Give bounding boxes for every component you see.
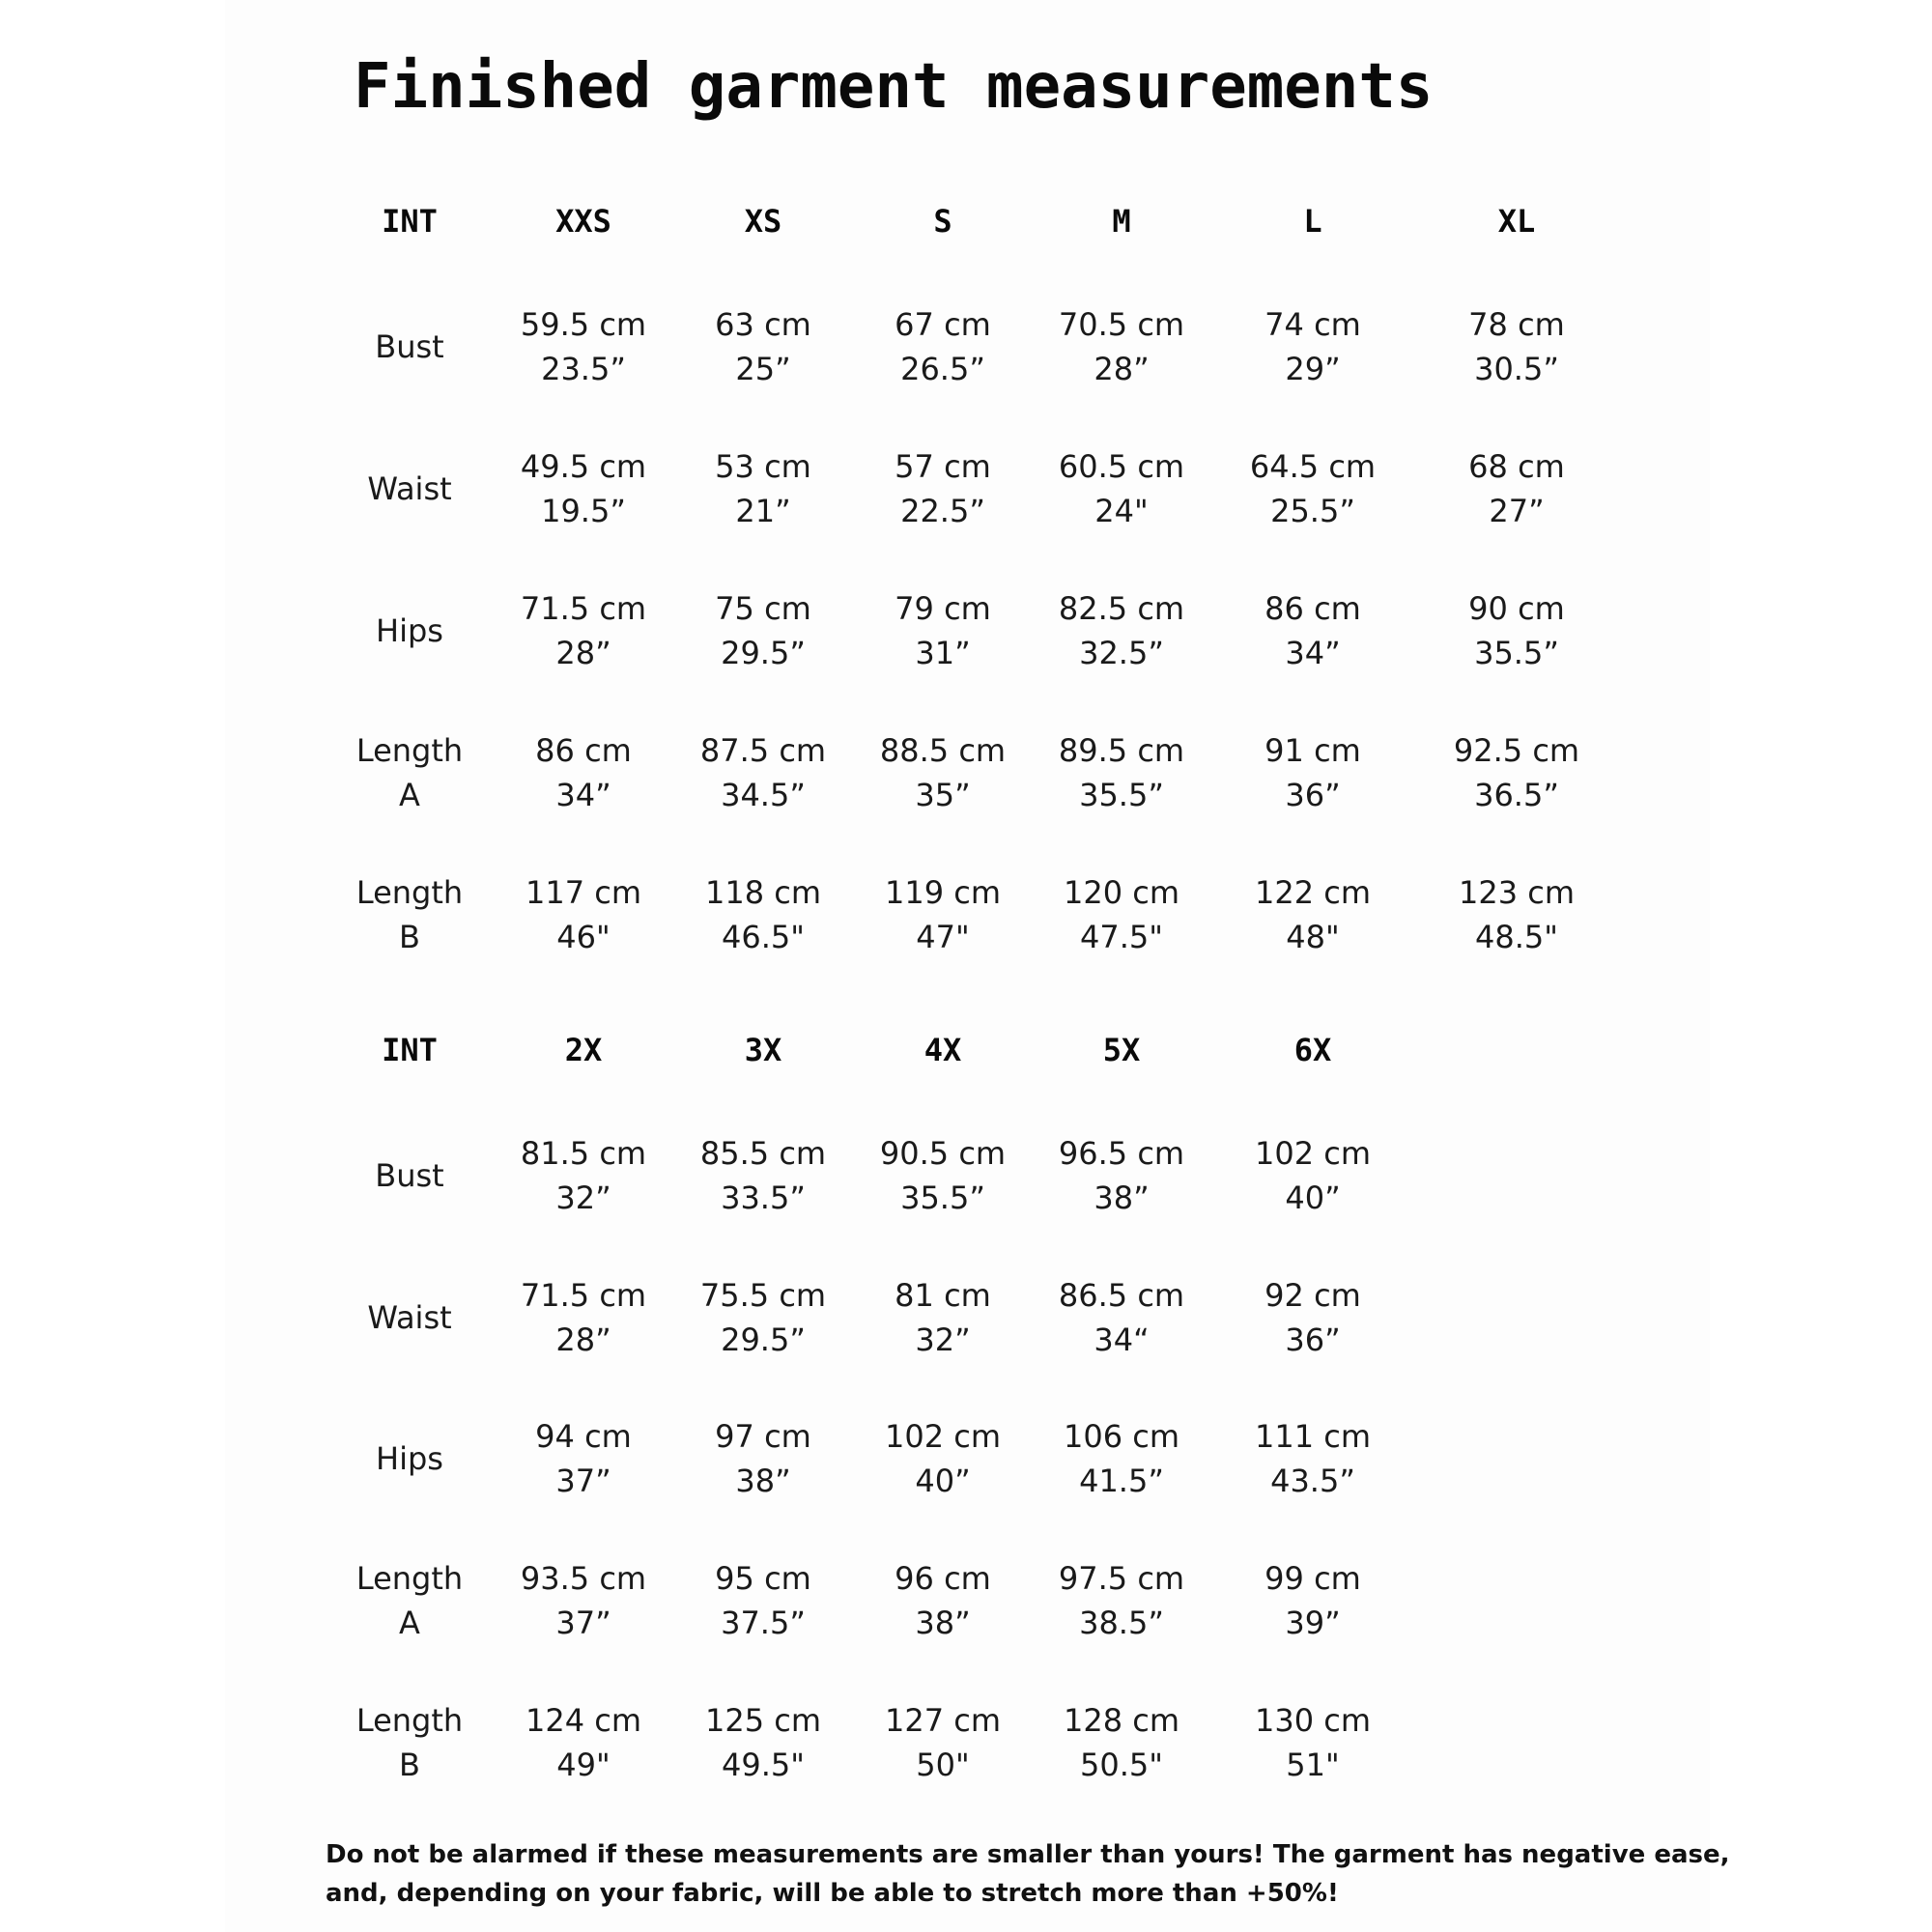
measurement-value-line-2: 25” xyxy=(735,351,791,387)
row-label-line-1: Length xyxy=(355,874,464,911)
measurement-value-line-1: 64.5 cm xyxy=(1249,448,1377,485)
table-header-size: 4X xyxy=(923,1032,962,1068)
row-label xyxy=(318,467,501,511)
measurement-value-line-1: 82.5 cm xyxy=(1058,590,1185,627)
ease-note-line-2: and, depending on your fabric, will be able to stretch more than +50%! xyxy=(326,1879,1339,1908)
measurement-value-line-2: 27” xyxy=(1489,493,1545,529)
measurement-cell xyxy=(671,870,855,959)
measurement-value-line-1: 96.5 cm xyxy=(1058,1135,1185,1172)
measurement-cell xyxy=(671,1131,855,1220)
measurement-value-line-1: 99 cm xyxy=(1264,1560,1361,1597)
measurement-cell xyxy=(1221,728,1405,817)
measurement-value-line-2: 34“ xyxy=(1094,1321,1150,1358)
measurement-cell xyxy=(1030,302,1213,391)
row-label xyxy=(318,325,501,369)
table-header-size: 5X xyxy=(1102,1032,1141,1068)
measurement-value-line-1: 67 cm xyxy=(895,306,991,343)
measurement-cell xyxy=(492,1698,675,1787)
measurement-value-line-1: 111 cm xyxy=(1254,1418,1371,1455)
measurement-value-line-1: 117 cm xyxy=(525,874,641,911)
measurement-value-line-2: 35.5” xyxy=(1474,635,1559,671)
row-label xyxy=(318,1153,501,1198)
row-label xyxy=(318,1295,501,1340)
measurement-value-line-1: 106 cm xyxy=(1063,1418,1179,1455)
measurement-cell xyxy=(1221,1414,1405,1503)
measurement-cell xyxy=(671,1698,855,1787)
measurement-value-line-1: 75.5 cm xyxy=(699,1277,827,1314)
measurement-value-line-2: 50" xyxy=(916,1747,970,1783)
row-label xyxy=(318,1698,501,1787)
row-label-line-1: Length xyxy=(355,1702,464,1739)
measurement-cell xyxy=(1425,728,1608,817)
measurement-value-line-1: 128 cm xyxy=(1063,1702,1179,1739)
measurement-value-line-2: 40” xyxy=(1285,1179,1341,1216)
row-label-line-1: Length xyxy=(355,1560,464,1597)
measurement-cell xyxy=(1221,1131,1405,1220)
measurement-value-line-1: 92 cm xyxy=(1264,1277,1361,1314)
measurement-value-line-2: 48" xyxy=(1286,919,1340,955)
row-label-line-1: Length xyxy=(355,732,464,769)
measurement-cell xyxy=(851,1556,1035,1645)
measurement-value-line-2: 39” xyxy=(1285,1605,1341,1641)
row-label xyxy=(318,609,501,653)
measurement-value-line-2: 41.5” xyxy=(1079,1463,1164,1499)
measurement-value-line-1: 88.5 cm xyxy=(879,732,1007,769)
measurement-value-line-2: 24" xyxy=(1094,493,1149,529)
measurement-value-line-2: 38” xyxy=(915,1605,971,1641)
measurement-cell xyxy=(1425,586,1608,675)
measurement-value-line-1: 70.5 cm xyxy=(1058,306,1185,343)
measurement-value-line-1: 124 cm xyxy=(525,1702,641,1739)
measurement-value-line-1: 81 cm xyxy=(895,1277,991,1314)
row-label-line-1: Bust xyxy=(375,328,444,365)
measurement-value-line-1: 91 cm xyxy=(1264,732,1361,769)
table-header-size: S xyxy=(933,203,952,240)
measurement-value-line-1: 118 cm xyxy=(704,874,821,911)
measurement-value-line-2: 34” xyxy=(1285,635,1341,671)
measurement-value-line-1: 68 cm xyxy=(1468,448,1565,485)
measurement-value-line-2: 36” xyxy=(1285,777,1341,813)
measurement-value-line-2: 28” xyxy=(555,635,611,671)
measurement-value-line-1: 97.5 cm xyxy=(1058,1560,1185,1597)
measurement-cell xyxy=(492,302,675,391)
measurement-value-line-2: 26.5” xyxy=(900,351,985,387)
measurement-value-line-1: 125 cm xyxy=(704,1702,821,1739)
measurement-value-line-2: 35.5” xyxy=(900,1179,985,1216)
measurement-cell xyxy=(851,1131,1035,1220)
row-label xyxy=(318,1556,501,1645)
measurement-cell xyxy=(1425,870,1608,959)
row-label xyxy=(318,870,501,959)
measurement-value-line-2: 36.5” xyxy=(1474,777,1559,813)
measurement-value-line-2: 46" xyxy=(556,919,611,955)
measurement-value-line-1: 49.5 cm xyxy=(520,448,647,485)
measurement-cell xyxy=(492,870,675,959)
measurement-cell xyxy=(492,1131,675,1220)
measurement-value-line-1: 92.5 cm xyxy=(1453,732,1580,769)
measurement-value-line-1: 127 cm xyxy=(884,1702,1001,1739)
measurement-value-line-2: 36” xyxy=(1285,1321,1341,1358)
measurement-value-line-2: 31” xyxy=(915,635,971,671)
measurement-value-line-1: 81.5 cm xyxy=(520,1135,647,1172)
measurement-cell xyxy=(1030,444,1213,533)
measurement-cell xyxy=(1221,302,1405,391)
measurement-value-line-1: 63 cm xyxy=(715,306,811,343)
measurement-value-line-2: 33.5” xyxy=(721,1179,806,1216)
measurement-cell xyxy=(671,1273,855,1362)
measurement-cell xyxy=(1030,870,1213,959)
measurement-cell xyxy=(671,1556,855,1645)
table-header-size: XXS xyxy=(555,203,611,240)
measurement-value-line-1: 123 cm xyxy=(1458,874,1575,911)
measurement-value-line-2: 29.5” xyxy=(721,1321,806,1358)
measurement-value-line-1: 122 cm xyxy=(1254,874,1371,911)
row-label-line-2: B xyxy=(399,919,420,955)
row-label-line-2: A xyxy=(399,777,420,813)
measurement-value-line-1: 86 cm xyxy=(1264,590,1361,627)
measurement-cell xyxy=(851,1273,1035,1362)
measurement-value-line-1: 90.5 cm xyxy=(879,1135,1007,1172)
measurement-value-line-1: 60.5 cm xyxy=(1058,448,1185,485)
row-label-line-1: Hips xyxy=(376,612,443,649)
row-label-line-1: Bust xyxy=(375,1157,444,1194)
measurement-value-line-1: 74 cm xyxy=(1264,306,1361,343)
measurement-value-line-2: 47.5" xyxy=(1080,919,1163,955)
measurement-value-line-2: 19.5” xyxy=(541,493,626,529)
measurement-cell xyxy=(851,870,1035,959)
measurement-cell xyxy=(671,1414,855,1503)
measurement-value-line-1: 59.5 cm xyxy=(520,306,647,343)
measurement-cell xyxy=(1030,728,1213,817)
measurement-value-line-2: 38” xyxy=(1094,1179,1150,1216)
table-header-size: L xyxy=(1303,203,1322,240)
measurement-cell xyxy=(851,1414,1035,1503)
measurement-value-line-1: 87.5 cm xyxy=(699,732,827,769)
measurement-value-line-2: 37” xyxy=(555,1463,611,1499)
measurement-value-line-1: 85.5 cm xyxy=(699,1135,827,1172)
measurement-cell xyxy=(1030,586,1213,675)
ease-note xyxy=(326,1835,1730,1913)
table-header-size: XS xyxy=(744,203,782,240)
measurement-value-line-2: 38” xyxy=(735,1463,791,1499)
table-header-int: INT xyxy=(382,203,438,240)
measurement-cell xyxy=(1221,586,1405,675)
measurement-cell xyxy=(1030,1273,1213,1362)
measurement-value-line-2: 32” xyxy=(555,1179,611,1216)
measurement-cell xyxy=(1030,1698,1213,1787)
measurement-value-line-2: 35” xyxy=(915,777,971,813)
measurement-value-line-1: 102 cm xyxy=(884,1418,1001,1455)
measurement-cell xyxy=(1221,1556,1405,1645)
measurement-value-line-2: 49" xyxy=(556,1747,611,1783)
measurement-cell xyxy=(1221,870,1405,959)
measurement-value-line-2: 37.5” xyxy=(721,1605,806,1641)
row-label-line-1: Waist xyxy=(367,1299,452,1336)
measurement-cell xyxy=(851,728,1035,817)
measurement-cell xyxy=(671,728,855,817)
row-label-line-2: B xyxy=(399,1747,420,1783)
measurement-value-line-1: 93.5 cm xyxy=(520,1560,647,1597)
measurement-value-line-2: 40” xyxy=(915,1463,971,1499)
measurement-value-line-2: 28” xyxy=(1094,351,1150,387)
measurement-value-line-2: 21” xyxy=(735,493,791,529)
measurement-value-line-2: 35.5” xyxy=(1079,777,1164,813)
measurement-value-line-1: 79 cm xyxy=(895,590,991,627)
table-header-size: M xyxy=(1112,203,1131,240)
measurement-value-line-2: 38.5” xyxy=(1079,1605,1164,1641)
measurement-cell xyxy=(492,444,675,533)
measurement-cell xyxy=(851,302,1035,391)
measurement-cell xyxy=(671,444,855,533)
measurement-value-line-2: 37” xyxy=(555,1605,611,1641)
table-header-size: 6X xyxy=(1293,1032,1332,1068)
measurement-cell xyxy=(851,444,1035,533)
measurement-value-line-1: 97 cm xyxy=(715,1418,811,1455)
measurement-value-line-2: 23.5” xyxy=(541,351,626,387)
measurement-value-line-2: 22.5” xyxy=(900,493,985,529)
measurement-value-line-2: 28” xyxy=(555,1321,611,1358)
measurement-value-line-1: 57 cm xyxy=(895,448,991,485)
measurement-value-line-2: 48.5" xyxy=(1475,919,1558,955)
measurement-cell xyxy=(1221,444,1405,533)
measurement-value-line-1: 75 cm xyxy=(715,590,811,627)
measurement-value-line-2: 32” xyxy=(915,1321,971,1358)
measurement-value-line-2: 51" xyxy=(1286,1747,1340,1783)
measurement-value-line-2: 32.5” xyxy=(1079,635,1164,671)
measurement-cell xyxy=(1425,444,1608,533)
measurement-value-line-1: 89.5 cm xyxy=(1058,732,1185,769)
measurement-value-line-1: 95 cm xyxy=(715,1560,811,1597)
measurement-cell xyxy=(671,302,855,391)
measurement-value-line-1: 94 cm xyxy=(535,1418,632,1455)
measurement-value-line-2: 34” xyxy=(555,777,611,813)
measurement-cell xyxy=(851,586,1035,675)
measurement-value-line-1: 130 cm xyxy=(1254,1702,1371,1739)
measurement-cell xyxy=(1030,1131,1213,1220)
measurement-value-line-2: 25.5” xyxy=(1270,493,1355,529)
measurement-cell xyxy=(1221,1698,1405,1787)
measurement-value-line-1: 96 cm xyxy=(895,1560,991,1597)
measurement-cell xyxy=(1030,1556,1213,1645)
measurement-cell xyxy=(492,1414,675,1503)
measurement-value-line-2: 49.5" xyxy=(722,1747,805,1783)
measurement-cell xyxy=(492,586,675,675)
table-header-size: 2X xyxy=(564,1032,603,1068)
measurement-value-line-1: 71.5 cm xyxy=(520,1277,647,1314)
measurement-value-line-1: 102 cm xyxy=(1254,1135,1371,1172)
row-label-line-1: Hips xyxy=(376,1440,443,1477)
page-title: Finished garment measurements xyxy=(354,51,1434,123)
measurement-cell xyxy=(671,586,855,675)
measurement-cell xyxy=(492,728,675,817)
measurement-cell xyxy=(1425,302,1608,391)
row-label-line-2: A xyxy=(399,1605,420,1641)
measurement-cell xyxy=(1221,1273,1405,1362)
row-label xyxy=(318,1436,501,1481)
ease-note-line-1: Do not be alarmed if these measurements are smaller than yours! The garment has negative ease, xyxy=(326,1840,1730,1869)
measurement-value-line-2: 46.5" xyxy=(722,919,805,955)
table-header-size: 3X xyxy=(744,1032,782,1068)
measurement-value-line-1: 71.5 cm xyxy=(520,590,647,627)
table-header-size: XL xyxy=(1497,203,1536,240)
measurement-value-line-1: 53 cm xyxy=(715,448,811,485)
measurement-value-line-2: 50.5" xyxy=(1080,1747,1163,1783)
measurement-value-line-2: 47" xyxy=(916,919,970,955)
measurement-cell xyxy=(492,1273,675,1362)
measurement-cell xyxy=(492,1556,675,1645)
measurement-value-line-2: 29” xyxy=(1285,351,1341,387)
table-header-int: INT xyxy=(382,1032,438,1068)
measurement-cell xyxy=(1030,1414,1213,1503)
measurement-value-line-1: 86 cm xyxy=(535,732,632,769)
measurement-value-line-1: 120 cm xyxy=(1063,874,1179,911)
measurement-value-line-1: 86.5 cm xyxy=(1058,1277,1185,1314)
row-label xyxy=(318,728,501,817)
measurement-value-line-2: 29.5” xyxy=(721,635,806,671)
measurement-cell xyxy=(851,1698,1035,1787)
measurement-value-line-2: 34.5” xyxy=(721,777,806,813)
measurement-value-line-2: 30.5” xyxy=(1474,351,1559,387)
measurement-value-line-1: 90 cm xyxy=(1468,590,1565,627)
measurement-value-line-1: 78 cm xyxy=(1468,306,1565,343)
row-label-line-1: Waist xyxy=(367,470,452,507)
measurement-value-line-1: 119 cm xyxy=(884,874,1001,911)
measurement-value-line-2: 43.5” xyxy=(1270,1463,1355,1499)
